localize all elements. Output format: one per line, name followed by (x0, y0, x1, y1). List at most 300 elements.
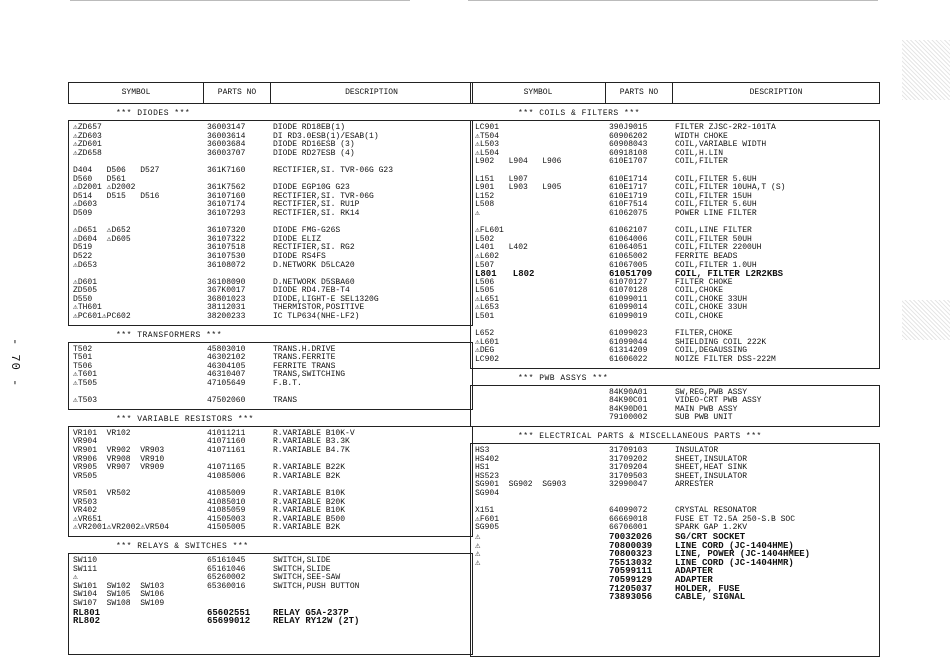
part-number: 31709202 (609, 454, 648, 464)
part-number: 66669018 (609, 514, 648, 524)
part-description: R.VARIABLE B10K-V (273, 428, 355, 438)
top-rule-right (468, 0, 878, 1)
part-description: DIODE FMG-G26S (273, 226, 341, 236)
part-description: R.VARIABLE B3.3K (273, 437, 350, 447)
part-number: 36108090 (207, 277, 246, 287)
part-symbol: SW111 (73, 564, 98, 574)
table-row (69, 279, 472, 288)
part-number: 60908043 (609, 140, 648, 150)
part-symbol (471, 627, 605, 636)
table-row (69, 499, 472, 508)
part-number: 65602551 (207, 607, 251, 618)
section-box (470, 385, 880, 427)
part-description: IC TLP634(NHE-LF2) (273, 312, 360, 322)
part-symbol: X151 (475, 506, 495, 516)
section-title: *** DIODES *** (116, 109, 191, 118)
table-row (471, 645, 879, 654)
part-number: 46310407 (207, 370, 246, 380)
section-box (68, 426, 473, 537)
part-symbol: VR906 VR908 VR910 (73, 454, 165, 464)
part-number: 36107322 (207, 234, 246, 244)
part-number: 61064051 (609, 243, 648, 253)
part-symbol: ⚠VR651 (73, 514, 102, 524)
part-description: D.NETWORK D5SBA60 (273, 277, 355, 287)
part-number: 36107518 (207, 243, 246, 253)
part-symbol: VR901 VR902 VR903 (73, 446, 165, 455)
table-row (471, 610, 879, 619)
part-symbol: VR905 VR907 VR909 (73, 463, 165, 473)
table-row (69, 371, 472, 380)
part-number: 61062075 (609, 208, 648, 218)
part-number: 41011211 (207, 428, 246, 438)
part-symbol: HS402 (475, 454, 500, 464)
part-symbol (69, 643, 203, 652)
part-number: 36003147 (207, 123, 246, 132)
part-number: 41505003 (207, 514, 246, 524)
part-symbol: ⚠L651 (475, 294, 500, 304)
part-number: 66706001 (609, 523, 648, 533)
part-symbol: SW107 SW108 SW109 (73, 598, 165, 608)
table-row (69, 380, 472, 389)
table-header (470, 82, 880, 104)
part-number: 61099014 (609, 303, 648, 313)
part-symbol: ⚠ZD658 (73, 148, 102, 158)
part-symbol: L152 (475, 191, 495, 201)
part-description: WIDTH CHOKE (675, 131, 728, 141)
part-number: 36801023 (207, 294, 246, 304)
part-number: 61065002 (609, 251, 648, 261)
part-description: R.VARIABLE B10K (273, 488, 346, 498)
part-symbol: VR101 VR102 (73, 428, 131, 438)
table-row (69, 236, 472, 245)
part-description: COIL,FILTER 2200UH (675, 243, 762, 253)
part-symbol (471, 585, 605, 594)
part-symbol (471, 636, 605, 645)
column-header-symbol: SYMBOL (471, 83, 606, 103)
part-number: 46302102 (207, 353, 246, 363)
part-symbol: ⚠L601 (475, 337, 500, 347)
part-symbol: T506 (73, 361, 93, 371)
section-box (470, 120, 880, 369)
table-row (69, 354, 472, 363)
part-description: SWITCH,SLIDE (273, 555, 331, 565)
part-symbol: ⚠T503 (73, 396, 98, 406)
part-symbol: ⚠PC601⚠PC602 (73, 312, 131, 322)
part-number: 84K90C01 (609, 396, 648, 406)
table-row (69, 617, 472, 626)
table-row (69, 244, 472, 253)
part-number: 70800039 (609, 540, 653, 551)
part-number (605, 490, 671, 499)
table-row (471, 602, 879, 611)
section-title: *** PWB ASSYS *** (518, 373, 609, 383)
section-box (68, 342, 473, 410)
part-number: 36107320 (207, 226, 246, 236)
part-symbol: VR501 VR502 (73, 488, 131, 498)
part-number: 610E1717 (609, 183, 648, 193)
part-description: COIL,FILTER 10UHA,T (S) (675, 183, 786, 193)
part-number (605, 610, 671, 619)
part-description: SHEET,INSULATOR (675, 454, 748, 464)
part-symbol (471, 619, 605, 628)
part-description: COIL,FILTER 5.6UH (675, 200, 757, 210)
part-number: 70032026 (609, 531, 653, 542)
part-number: 61099044 (609, 337, 648, 347)
part-number: 41085059 (207, 506, 246, 516)
part-symbol: ZD505 (73, 286, 98, 296)
table-row (69, 397, 472, 406)
scan-speckle (902, 40, 950, 100)
part-description: RECTIFIER,SI. RG2 (273, 243, 355, 253)
table-row (471, 313, 879, 322)
part-description: COIL,FILTER (675, 157, 728, 167)
part-description (671, 645, 879, 654)
part-description: RELAY G5A-237P (273, 607, 349, 618)
part-number: 60906202 (609, 131, 648, 141)
part-number: 70599111 (609, 566, 653, 577)
part-description: COIL,CHOKE (675, 286, 724, 296)
part-description: COIL,FILTER 50UH (675, 234, 752, 244)
part-number: 41505005 (207, 523, 246, 533)
part-number (605, 627, 671, 636)
part-number: 84K90D01 (609, 404, 648, 414)
part-description: COIL,CHOKE 33UH (675, 303, 748, 313)
part-number: 31709503 (609, 471, 648, 481)
part-description (269, 643, 472, 652)
part-number: 610E1714 (609, 174, 648, 184)
part-number: 61314209 (609, 346, 648, 356)
table-row (69, 566, 472, 575)
part-number: 61606022 (609, 355, 648, 365)
part-number: 61099023 (609, 329, 648, 339)
part-number: 390J9015 (609, 123, 648, 132)
part-description: DIODE EGP10G G23 (273, 183, 350, 193)
part-description: COIL,FILTER 15UH (675, 191, 752, 201)
parts-list-right (470, 82, 880, 657)
part-description (269, 626, 472, 635)
part-description: R.VARIABLE B20K (273, 497, 346, 507)
part-description: D.NETWORK D5LCA20 (273, 260, 355, 270)
part-symbol: D404 D506 D527 (73, 165, 160, 175)
part-number: 61099019 (609, 312, 648, 322)
table-row (69, 430, 472, 439)
part-symbol: ⚠D653 (73, 260, 98, 270)
part-symbol: ⚠VR2001⚠VR2002⚠VR504 (73, 523, 170, 533)
part-symbol (471, 406, 605, 415)
part-number: 41071161 (207, 446, 246, 455)
part-number (605, 602, 671, 611)
part-symbol: L401 L402 (475, 243, 528, 253)
part-symbol: L508 (475, 200, 495, 210)
part-description (671, 619, 879, 628)
part-description: DIODE RD18EB(1) (273, 123, 346, 132)
part-symbol: ⚠F601 (475, 514, 500, 524)
part-number: 610E1719 (609, 191, 648, 201)
part-symbol (471, 602, 605, 611)
part-symbol: ⚠TH601 (73, 303, 102, 313)
part-symbol: T501 (73, 353, 93, 363)
part-symbol: D560 D561 (73, 174, 126, 184)
part-description: SG/CRT SOCKET (675, 531, 746, 542)
part-number: 36108072 (207, 260, 246, 270)
table-row (69, 201, 472, 210)
part-description: SW,REG,PWB ASSY (675, 387, 748, 397)
part-description: FILTER ZJSC-2R2-101TA (675, 123, 776, 132)
part-description: COIL,FILTER 5.6UH (675, 174, 757, 184)
table-row (471, 356, 879, 365)
part-number: 61099011 (609, 294, 648, 304)
part-description: RECTIFIER,SI. TVR-06G G23 (273, 165, 394, 175)
part-description: DI RD3.0ESB(1)/ESAB(1) (273, 131, 379, 141)
part-number: 61062107 (609, 226, 648, 236)
part-number: 361K7562 (207, 183, 246, 193)
part-description: SHEET,HEAT SINK (675, 463, 748, 473)
part-number (203, 626, 269, 635)
part-description: SWITCH,SLIDE (273, 564, 331, 574)
table-row (69, 141, 472, 150)
part-description: TRANS,SWITCHING (273, 370, 346, 380)
part-number: 64099072 (609, 506, 648, 516)
part-number: 31709103 (609, 446, 648, 455)
table-row (69, 253, 472, 262)
part-number: 367K0017 (207, 286, 246, 296)
part-symbol: LC902 (475, 355, 500, 365)
table-row (69, 557, 472, 566)
part-symbol: SG901 SG902 SG903 (475, 480, 567, 490)
part-number: 61051709 (609, 269, 653, 280)
column-header-description: DESCRIPTION (749, 87, 803, 97)
table-row (69, 643, 472, 652)
part-symbol: L501 (475, 312, 495, 322)
part-number (605, 636, 671, 645)
section-title: *** VARIABLE RESISTORS *** (116, 414, 254, 424)
part-number: 45803010 (207, 344, 246, 354)
part-number: 32990047 (609, 480, 648, 490)
part-symbol: ⚠FL601 (475, 226, 504, 236)
part-symbol: SW110 (73, 555, 98, 565)
table-row (69, 346, 472, 355)
part-symbol: ⚠ (475, 531, 481, 542)
part-symbol: SW101 SW102 SW103 (73, 581, 165, 591)
section-box (470, 443, 880, 657)
part-description: RELAY RY12W (2T) (273, 616, 360, 627)
part-description: R.VARIABLE B22K (273, 463, 346, 473)
section-title: *** TRANSFORMERS *** (116, 330, 223, 340)
table-row (471, 210, 879, 219)
part-symbol: RL801 (73, 607, 101, 618)
table-row (69, 133, 472, 142)
part-description: INSULATOR (675, 446, 719, 455)
section-title: *** RELAYS & SWITCHES *** (116, 541, 249, 551)
part-description: FILTER CHOKE (675, 277, 733, 287)
part-symbol: ⚠T505 (73, 379, 98, 389)
part-number: 36107174 (207, 200, 246, 210)
part-symbol (471, 610, 605, 619)
part-number: 65360016 (207, 581, 246, 591)
part-symbol (471, 389, 605, 398)
part-number: 31709204 (609, 463, 648, 473)
column-header-symbol: SYMBOL (69, 83, 204, 103)
table-row (69, 270, 472, 279)
part-number (203, 591, 269, 600)
part-symbol: HS1 (475, 463, 490, 473)
table-row (471, 619, 879, 628)
scan-speckle (902, 300, 950, 340)
table-row (69, 287, 472, 296)
part-number: 61070127 (609, 277, 648, 287)
part-number: 47105649 (207, 379, 246, 389)
part-symbol (471, 414, 605, 423)
part-description: CABLE, SIGNAL (675, 592, 746, 603)
part-symbol: ⚠ZD603 (73, 131, 102, 141)
table-row (69, 507, 472, 516)
part-symbol: D550 (73, 294, 93, 304)
part-description (671, 490, 879, 499)
part-description: COIL,FILTER 1.0UH (675, 260, 757, 270)
part-symbol: ⚠L653 (475, 303, 500, 313)
table-row (69, 167, 472, 176)
part-symbol: L502 (475, 234, 495, 244)
table-row (69, 609, 472, 618)
part-symbol: D509 (73, 208, 93, 218)
part-description: R.VARIABLE B2K (273, 471, 341, 481)
part-number: 38200233 (207, 312, 246, 322)
part-symbol: ⚠D2001 ⚠D2002 (73, 183, 136, 193)
part-number: 36107293 (207, 208, 246, 218)
part-description: FILTER,CHOKE (675, 329, 733, 339)
part-symbol: ⚠L602 (475, 251, 500, 261)
part-description: COIL,VARIABLE WIDTH (675, 140, 767, 150)
part-symbol: ⚠D651 ⚠D652 (73, 226, 131, 236)
part-description: SUB PWB UNIT (675, 413, 733, 423)
part-symbol: L901 L903 L905 (475, 183, 562, 193)
table-row (69, 473, 472, 482)
part-symbol: ⚠ (475, 549, 481, 560)
part-symbol: T502 (73, 344, 93, 354)
part-description: DIODE RS4FS (273, 251, 326, 261)
section-box (68, 553, 473, 656)
part-symbol: SG905 (475, 523, 500, 533)
table-row (471, 636, 879, 645)
table-row (69, 389, 472, 398)
column-header-description: DESCRIPTION (345, 87, 398, 97)
table-row (471, 481, 879, 490)
part-symbol (471, 645, 605, 654)
part-symbol: D514 D515 D516 (73, 191, 160, 201)
part-description: SPARK GAP 1.2KV (675, 523, 748, 533)
table-row (69, 313, 472, 322)
part-symbol: D519 (73, 243, 93, 253)
part-description: TRANS.FERRITE (273, 353, 336, 363)
part-number: 41085009 (207, 488, 246, 498)
part-description: SWITCH,PUSH BUTTON (273, 581, 360, 591)
part-description: R.VARIABLE B4.7K (273, 446, 350, 455)
part-symbol: HS523 (475, 471, 500, 481)
part-number (203, 643, 269, 652)
part-symbol: ⚠T601 (73, 370, 98, 380)
part-description: MAIN PWB ASSY (675, 404, 738, 414)
part-number: 41071160 (207, 437, 246, 447)
part-number (605, 619, 671, 628)
part-symbol: VR904 (73, 437, 98, 447)
part-symbol (471, 593, 605, 602)
part-description: POWER LINE FILTER (675, 208, 757, 218)
table-row (69, 296, 472, 305)
part-number: 610F7514 (609, 200, 648, 210)
table-row (69, 150, 472, 159)
table-row (69, 524, 472, 533)
part-number: 70599129 (609, 574, 653, 585)
part-symbol: VR402 (73, 506, 98, 516)
part-number: 36107530 (207, 251, 246, 261)
part-description: CRYSTAL RESONATOR (675, 506, 757, 516)
part-number: 79100002 (609, 413, 648, 423)
part-description: HOLDER, FUSE (675, 583, 740, 594)
part-description: COIL,CHOKE 33UH (675, 294, 748, 304)
part-symbol: RL802 (73, 616, 101, 627)
part-number: 75513032 (609, 557, 653, 568)
part-number: 38112031 (207, 303, 246, 313)
table-row (69, 634, 472, 643)
part-description (269, 634, 472, 643)
part-symbol: ⚠ (475, 208, 480, 218)
part-description: LINE, POWER (JC-1404HMEE) (675, 549, 811, 560)
table-header (68, 82, 473, 104)
part-symbol: VR505 (73, 471, 98, 481)
section-title: *** ELECTRICAL PARTS & MISCELLANEOUS PARTS *** (518, 432, 762, 441)
part-number: 65699012 (207, 616, 251, 627)
part-description: ADAPTER (675, 566, 713, 577)
part-symbol (471, 567, 605, 576)
part-number: 73893056 (609, 592, 653, 603)
part-description: COIL,CHOKE (675, 312, 724, 322)
part-description: ADAPTER (675, 574, 713, 585)
table-row (69, 193, 472, 202)
table-row (471, 414, 879, 423)
part-description: THERMISTOR,POSITIVE (273, 303, 365, 313)
part-number: 46304105 (207, 361, 246, 371)
page-number: - 70 - (8, 338, 22, 388)
table-row (471, 158, 879, 167)
table-row (471, 627, 879, 636)
part-description: RECTIFIER,SI. RU1P (273, 200, 360, 210)
part-number: 61064006 (609, 234, 648, 244)
part-number: 361K7160 (207, 165, 246, 175)
section-title: *** COILS & FILTERS *** (518, 109, 640, 118)
part-number: 60918108 (609, 148, 648, 158)
part-symbol (69, 634, 203, 643)
part-symbol (471, 576, 605, 585)
part-symbol: LC901 (475, 123, 500, 132)
part-symbol: L902 L904 L906 (475, 157, 562, 167)
part-description: COIL,DEGAUSSING (675, 346, 748, 356)
part-description: DIODE RD16ESB (3) (273, 140, 355, 150)
part-description: TRANS.H.DRIVE (273, 344, 336, 354)
part-symbol: ⚠D603 (73, 200, 98, 210)
part-symbol: ⚠ (475, 557, 481, 568)
table-row (69, 626, 472, 635)
part-number: 47502060 (207, 396, 246, 406)
part-description (269, 389, 472, 398)
part-description: F.B.T. (273, 379, 302, 389)
part-symbol: ⚠DEG (475, 346, 495, 356)
part-symbol: ⚠ (73, 573, 78, 583)
part-description (671, 627, 879, 636)
part-description: FERRITE BEADS (675, 251, 738, 261)
part-symbol (69, 626, 203, 635)
part-symbol: L506 (475, 277, 495, 287)
part-number: 610E1707 (609, 157, 648, 167)
